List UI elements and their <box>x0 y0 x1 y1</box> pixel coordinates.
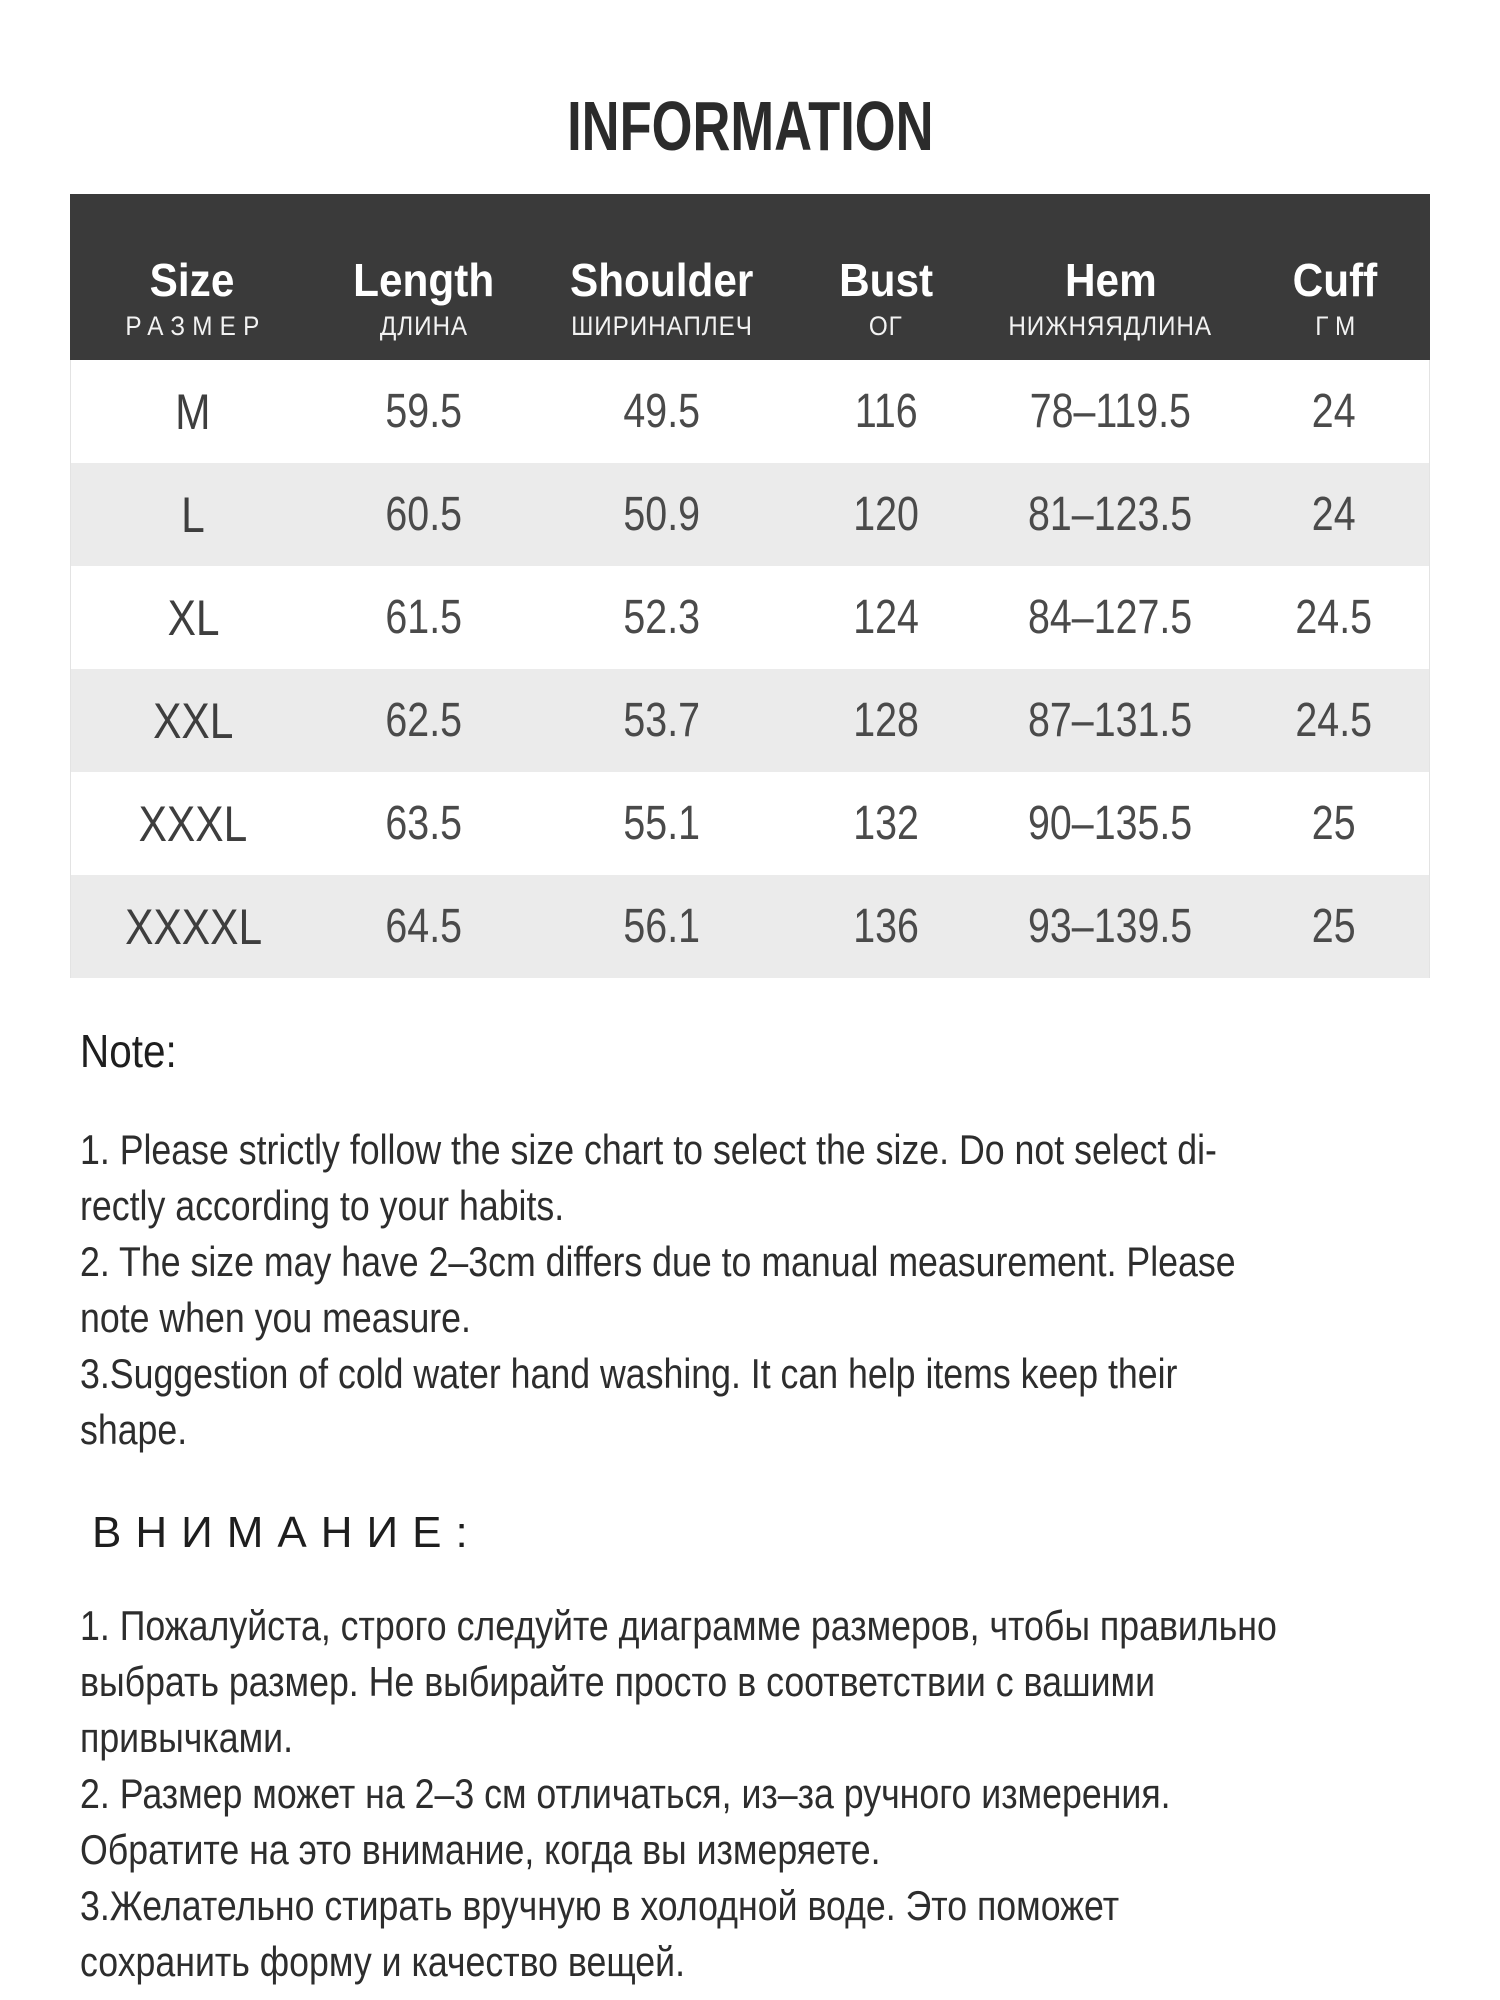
cell-length: 61.5 <box>385 591 463 644</box>
cell-hem: 84–127.5 <box>1027 591 1192 644</box>
note-line: привычками. <box>80 1714 294 1761</box>
cell-cuff: 24.5 <box>1295 694 1373 747</box>
cell-cuff: 25 <box>1312 900 1356 953</box>
cell-hem: 81–123.5 <box>1027 488 1192 541</box>
note-english <box>80 1026 1440 1458</box>
note-english-heading-text: Note: <box>80 1025 177 1077</box>
size-table <box>70 194 1430 978</box>
header-cell-size <box>70 194 315 360</box>
cell-size: XXXL <box>138 795 248 852</box>
cell-size: XL <box>167 589 220 646</box>
header-cell-hem <box>981 194 1239 360</box>
header-hem-ru: НИЖНЯЯДЛИНА <box>1008 311 1213 341</box>
header-bust-ru: ОГ <box>869 311 903 341</box>
cell-shoulder: 56.1 <box>623 900 701 953</box>
table-row-xxxl <box>71 772 1429 875</box>
cell-hem: 78–119.5 <box>1029 385 1191 438</box>
cell-shoulder: 53.7 <box>623 694 701 747</box>
note-line: note when you measure. <box>80 1294 471 1341</box>
note-line: shape. <box>80 1406 188 1453</box>
cell-bust: 120 <box>852 488 919 541</box>
note-line: 3.Suggestion of cold water hand washing. It can help items keep their <box>80 1350 1178 1397</box>
header-shoulder-ru: ШИРИНАПЛЕЧ <box>570 311 753 341</box>
header-bust-en: Bust <box>838 254 934 306</box>
page-title-text: INFORMATION <box>566 87 934 165</box>
note-russian-lines <box>80 1598 1440 1990</box>
cell-length: 64.5 <box>385 900 463 953</box>
table-row-xxl <box>71 669 1429 772</box>
cell-cuff: 24.5 <box>1295 591 1373 644</box>
header-shoulder-en: Shoulder <box>569 254 754 306</box>
note-line: rectly according to your habits. <box>80 1182 565 1229</box>
cell-length: 63.5 <box>385 797 463 850</box>
cell-bust: 128 <box>852 694 919 747</box>
table-row-xl <box>71 566 1429 669</box>
cell-length: 60.5 <box>385 488 463 541</box>
header-length-ru: ДЛИНА <box>379 311 468 341</box>
note-line: 1. Пожалуйста, строго следуйте диаграмме размеров, чтобы правильно <box>80 1602 1277 1649</box>
header-size-en: Size <box>150 254 235 306</box>
table-row-m <box>71 360 1429 463</box>
note-russian <box>80 1508 1440 1990</box>
cell-bust: 124 <box>852 591 919 644</box>
header-cuff-ru: ГМ <box>1314 311 1362 341</box>
table-row-l <box>71 463 1429 566</box>
note-russian-heading: ВНИМАНИЕ: <box>92 1508 482 1557</box>
note-line: 2. Размер может на 2–3 см отличаться, из–за ручного измерения. <box>80 1770 1171 1817</box>
cell-bust: 116 <box>854 385 918 438</box>
note-line: выбрать размер. Не выбирайте просто в соответствии с вашими <box>80 1658 1156 1705</box>
cell-size: M <box>175 383 211 440</box>
cell-cuff: 24 <box>1312 385 1356 438</box>
cell-size: XXXXL <box>124 898 262 955</box>
cell-shoulder: 50.9 <box>623 488 701 541</box>
cell-cuff: 25 <box>1312 797 1356 850</box>
note-line: 1. Please strictly follow the size chart to select the size. Do not select di- <box>80 1126 1217 1173</box>
note-line: 2. The size may have 2–3cm differs due to manual measurement. Please <box>80 1238 1236 1285</box>
header-cuff-en: Cuff <box>1292 254 1378 306</box>
header-cell-bust <box>791 194 981 360</box>
header-size-ru: РАЗМЕР <box>125 311 267 341</box>
cell-size: XXL <box>153 692 234 749</box>
note-line: Обратите на это внимание, когда вы измеряете. <box>80 1826 881 1873</box>
cell-bust: 136 <box>852 900 919 953</box>
cell-shoulder: 55.1 <box>623 797 701 850</box>
note-line: сохранить форму и качество вещей. <box>80 1938 686 1985</box>
cell-hem: 87–131.5 <box>1027 694 1192 747</box>
header-length-en: Length <box>353 254 495 306</box>
size-table-header <box>70 194 1430 360</box>
header-cell-shoulder <box>532 194 790 360</box>
cell-shoulder: 52.3 <box>623 591 701 644</box>
size-table-body <box>70 360 1430 978</box>
cell-size: L <box>181 486 206 543</box>
header-hem-en: Hem <box>1064 254 1157 306</box>
page-title <box>0 0 1500 165</box>
cell-shoulder: 49.5 <box>623 385 701 438</box>
cell-hem: 90–135.5 <box>1027 797 1192 850</box>
table-row-xxxxl <box>71 875 1429 978</box>
header-cell-length <box>315 194 533 360</box>
cell-cuff: 24 <box>1312 488 1356 541</box>
note-line: 3.Желательно стирать вручную в холодной воде. Это поможет <box>80 1882 1120 1929</box>
cell-hem: 93–139.5 <box>1027 900 1192 953</box>
note-english-lines <box>80 1122 1440 1458</box>
note-english-heading <box>80 1026 1440 1076</box>
cell-bust: 132 <box>852 797 919 850</box>
cell-length: 59.5 <box>385 385 463 438</box>
cell-length: 62.5 <box>385 694 463 747</box>
header-cell-cuff <box>1240 194 1430 360</box>
